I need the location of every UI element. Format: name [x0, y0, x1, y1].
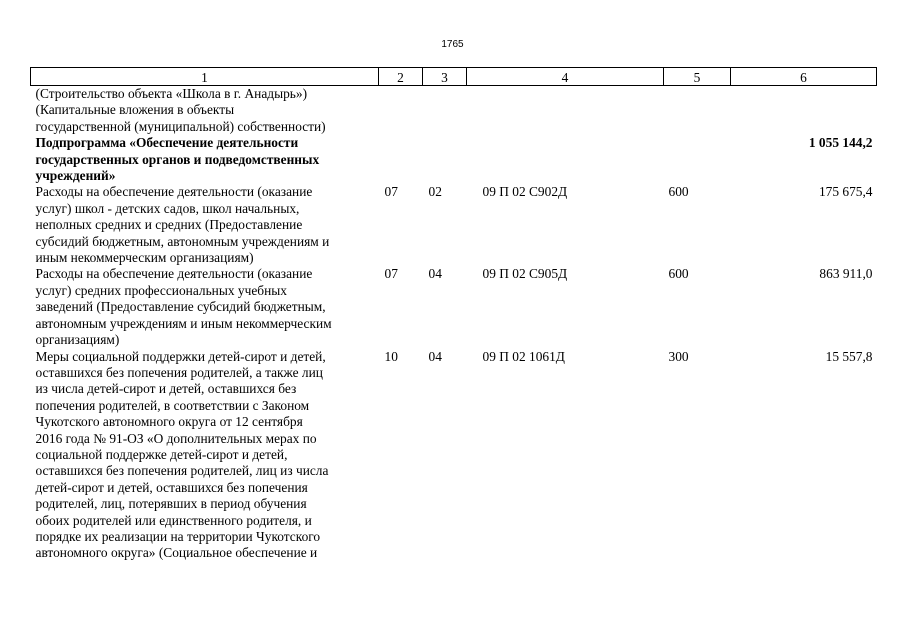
- description-line: Меры социальной поддержки детей-сирот и детей,: [35, 348, 326, 364]
- description-line: Расходы на обеспечение деятельности (оказание: [35, 266, 313, 282]
- row-expense-type: [664, 86, 731, 136]
- description-line: услуг) средних профессиональных учебных: [35, 282, 287, 298]
- row-expense-type: 600: [668, 266, 689, 282]
- description-line: иным некоммерческим организациям): [35, 250, 254, 266]
- row-target-code: [467, 135, 664, 184]
- description-line: автономным учреждениям и иным некоммерческим: [35, 315, 332, 331]
- row-amount: 15 557,8: [825, 348, 873, 364]
- description-line: неполных средних и средних (Предоставление: [35, 217, 303, 233]
- description-line: Подпрограмма «Обеспечение деятельности: [35, 135, 299, 151]
- header-col-5: 5: [664, 68, 731, 86]
- description-line: (Строительство объекта «Школа в г. Анадырь»): [35, 86, 308, 101]
- row-section: [379, 86, 423, 136]
- row-target-code: 09 П 02 С902Д: [482, 184, 568, 200]
- table-row: [31, 86, 877, 136]
- header-col-4: 4: [467, 68, 664, 86]
- header-row: [31, 68, 877, 86]
- description-line: заведений (Предоставление субсидий бюджетным,: [35, 299, 326, 315]
- row-amount: [731, 86, 877, 136]
- description-line: из числа детей-сирот и детей, оставшихся без: [35, 381, 297, 397]
- description-line: оставшихся без попечения родителей, а также лиц: [35, 364, 323, 380]
- description-line: учреждений»: [35, 168, 116, 184]
- row-target-code: [467, 86, 664, 136]
- description-line: порядке их реализации на территории Чукотского: [35, 528, 321, 544]
- table-row: [31, 135, 877, 184]
- header-col-3: 3: [423, 68, 467, 86]
- row-amount: 1 055 144,2: [808, 135, 873, 151]
- row-description: [31, 266, 379, 348]
- header-col-6: 6: [731, 68, 877, 86]
- page-number: 1765: [441, 39, 464, 50]
- description-line: государственной (муниципальной) собственности): [35, 118, 326, 134]
- description-line: Расходы на обеспечение деятельности (оказание: [35, 184, 313, 200]
- row-subsection: 04: [428, 266, 442, 282]
- description-line: автономного округа» (Социальное обеспечение и: [35, 545, 318, 561]
- table-row: [31, 266, 877, 348]
- header-col-1: 1: [31, 68, 379, 86]
- description-line: услуг) школ - детских садов, школ начальных,: [35, 200, 300, 216]
- row-section: [379, 135, 423, 184]
- row-subsection: 02: [428, 184, 442, 200]
- row-amount: 863 911,0: [819, 266, 873, 282]
- description-line: 2016 года № 91-ОЗ «О дополнительных мерах по: [35, 430, 317, 446]
- table-row: [31, 349, 877, 562]
- description-line: (Капитальные вложения в объекты: [35, 102, 235, 118]
- description-line: субсидий бюджетным, автономным учреждениям и: [35, 233, 330, 249]
- description-line: государственных органов и подведомственных: [35, 151, 320, 167]
- description-line: обоих родителей или единственного родителя, и: [35, 512, 312, 528]
- row-target-code: 09 П 02 1061Д: [482, 348, 565, 364]
- description-line: оставшихся без попечения родителей, лиц из числа: [35, 463, 329, 479]
- row-section: 07: [384, 184, 398, 200]
- description-line: социальной поддержке детей-сирот и детей,: [35, 446, 288, 462]
- row-description: [31, 349, 379, 562]
- budget-table: [30, 67, 877, 562]
- description-line: Чукотского автономного округа от 12 сентября: [35, 414, 303, 430]
- table-row: [31, 184, 877, 266]
- header-col-2: 2: [379, 68, 423, 86]
- row-expense-type: 300: [668, 348, 689, 364]
- row-description: [31, 86, 379, 136]
- row-subsection: [423, 86, 467, 136]
- row-subsection: [423, 135, 467, 184]
- description-line: детей-сирот и детей, оставшихся без попечения: [35, 479, 308, 495]
- row-expense-type: 600: [668, 184, 689, 200]
- row-section: 07: [384, 266, 398, 282]
- row-section: 10: [384, 348, 398, 364]
- description-line: организациям): [35, 332, 120, 348]
- row-description: [31, 184, 379, 266]
- row-description: [31, 135, 379, 184]
- description-line: родителей, лиц, потерявших в период обучения: [35, 496, 307, 512]
- description-line: попечения родителей, в соответствии с Законом: [35, 397, 310, 413]
- row-expense-type: [664, 135, 731, 184]
- row-amount: 175 675,4: [818, 184, 873, 200]
- row-subsection: 04: [428, 348, 442, 364]
- row-target-code: 09 П 02 С905Д: [482, 266, 568, 282]
